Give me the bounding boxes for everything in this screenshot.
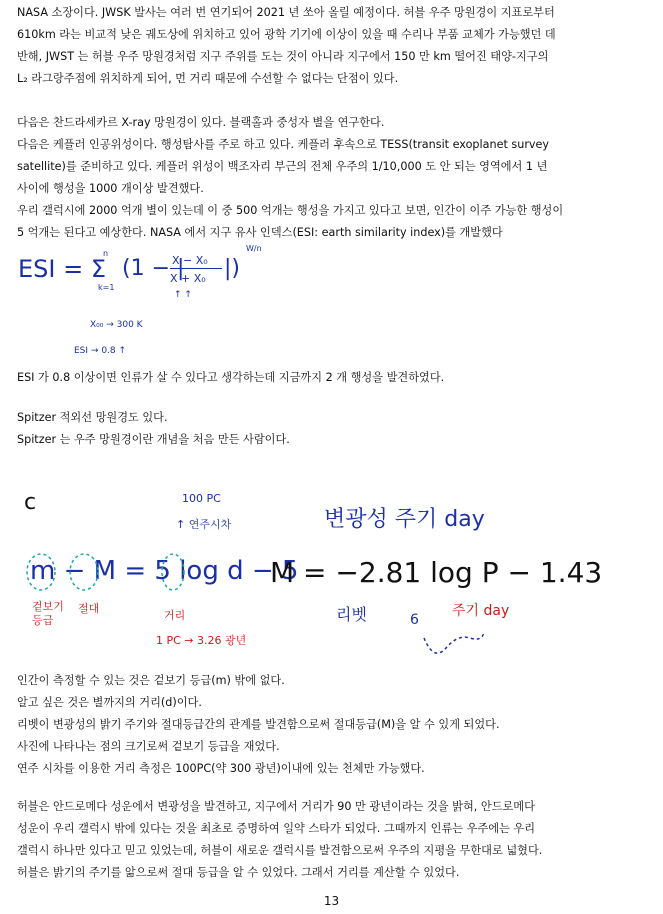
esi-sum-top: n [103, 249, 109, 258]
hand-right-title: 변광성 주기 day [324, 507, 485, 532]
esi-note-x0: X₀₀ → 300 K [90, 320, 143, 330]
p4-line-5: 연주 시차를 이용한 거리 측정은 100PC(약 300 광년)이내에 있는 천체만 가능했다. [17, 762, 425, 775]
hand-label-apparent: 겉보기 등급 [32, 600, 64, 627]
esi-sum-bottom: k=1 [98, 283, 115, 292]
esi-note-esi: ESI → 0.8 ↑ [74, 346, 127, 356]
p4-line-4: 사진에 나타나는 점의 크기로써 겉보기 등급을 재었다. [17, 740, 280, 753]
p2-line-2: 다음은 케플러 인공위성이다. 행성탐사를 주로 하고 있다. 케플러 후속으로 TESS(transit exoplanet survey [17, 138, 550, 151]
p4-line-2: 알고 싶은 것은 별까지의 거리(d)이다. [17, 696, 202, 709]
hand-label-6: 6 [410, 612, 419, 628]
esi-fraction-bar [170, 268, 222, 269]
esi-formula-left: ESI = Σ [18, 255, 107, 283]
hand-label-distance: 거리 [164, 609, 186, 622]
p5-line-3: 갤럭시 하나만 있다고 믿고 있었는데, 허블이 새로운 갤럭시를 발견함으로써 우주의 지평을 무한대로 넓혔다. [17, 844, 543, 857]
hand-distance-formula: m − M = 5 log d − 5 [30, 556, 299, 586]
p5-line-4: 허블은 밝기의 주기를 앎으로써 절대 등급을 알 수 있었다. 그래서 거리를 계산할 수 있었다. [17, 866, 460, 879]
p1-line-2: 610km 라는 비교적 낮은 궤도상에 위치하고 있어 광학 기기에 이상이 있을 때 수리나 부품 교체가 가능했던 데 [17, 28, 556, 41]
p1-line-3: 반해, JWST 는 허블 우주 망원경처럼 지구 주위를 도는 것이 아니라 지구에서 150 만 km 떨어진 태양-지구의 [17, 50, 549, 63]
p2-line-5: 우리 갤럭시에 2000 억개 별이 있는데 이 중 500 억개는 행성을 가지고 있다고 보면, 인간이 이주 가능한 행성이 [17, 204, 564, 217]
p2-line-4: 사이에 행성을 1000 개이상 발견했다. [17, 182, 204, 195]
p2-line-3: satellite)를 준비하고 있다. 케플러 위성이 백조자리 부근의 전체 우주의 1/10,000 도 안 되는 영역에서 1 년 [17, 160, 548, 173]
hand-c: c [24, 490, 37, 515]
p5-line-1: 허블은 안드로메다 성운에서 변광성을 발견하고, 지구에서 거리가 90 만 광년이라는 것을 밝혀, 안드로메다 [17, 800, 535, 813]
p3-line-1: ESI 가 0.8 이상이면 인류가 살 수 있다고 생각하는데 지금까지 2 개 행성을 발견하였다. [17, 371, 445, 384]
p3-line-4: Spitzer 는 우주 망원경이란 개념을 처음 만든 사람이다. [17, 433, 290, 446]
page-number: 13 [323, 894, 340, 908]
esi-sub-marks: ↑ ↑ [174, 290, 192, 300]
esi-paren-close: |) [224, 256, 240, 281]
hand-leavitt-formula: M = −2.81 log P − 1.43 [270, 556, 603, 589]
hand-wave-sketch [420, 628, 490, 662]
hand-label-absolute: 절대 [78, 602, 100, 615]
hand-100pc: 100 PC [182, 492, 221, 505]
hand-label-period: 주기 day [452, 603, 510, 619]
hand-circles [24, 540, 224, 600]
p3-line-3: Spitzer 적외선 망원경도 있다. [17, 411, 168, 424]
p2-line-1: 다음은 찬드라세카르 X-ray 망원경이 있다. 블랙홀과 중성자 별을 연구한다. [17, 116, 385, 129]
p4-line-3: 리벳이 변광성의 밝기 주기와 절대등급간의 관계를 발견함으로써 절대등급(M)을 알 수 있게 되었다. [17, 718, 500, 731]
hand-100pc-note: ↑ 연주시차 [176, 518, 232, 531]
p1-line-4: L₂ 라그랑주점에 위치하게 되어, 먼 거리 때문에 수선할 수 없다는 단점이 있다. [17, 72, 399, 85]
esi-exponent: W/n [246, 244, 262, 253]
hand-label-leavitt: 리벳 [336, 605, 367, 624]
esi-paren-open: (1 − | [122, 256, 185, 281]
esi-numerator: X − X₀ [172, 254, 208, 267]
p1-line-1: NASA 소장이다. JWSK 발사는 여러 번 연기되어 2021 년 쏘아 올릴 예정이다. 허블 우주 망원경이 지표로부터 [17, 6, 555, 19]
esi-denominator: X + X₀ [170, 272, 206, 285]
hand-pc-note: 1 PC → 3.26 광년 [156, 634, 247, 647]
p4-line-1: 인간이 측정할 수 있는 것은 겉보기 등급(m) 밖에 없다. [17, 674, 285, 687]
p5-line-2: 성운이 우리 갤럭시 밖에 있다는 것을 최초로 증명하여 일약 스타가 되었다. 그때까지 인류는 우주에는 우리 [17, 822, 536, 835]
p2-line-6: 5 억개는 된다고 예상한다. NASA 에서 지구 유사 인덱스(ESI: earth similarity index)를 개발했다 [17, 226, 503, 239]
